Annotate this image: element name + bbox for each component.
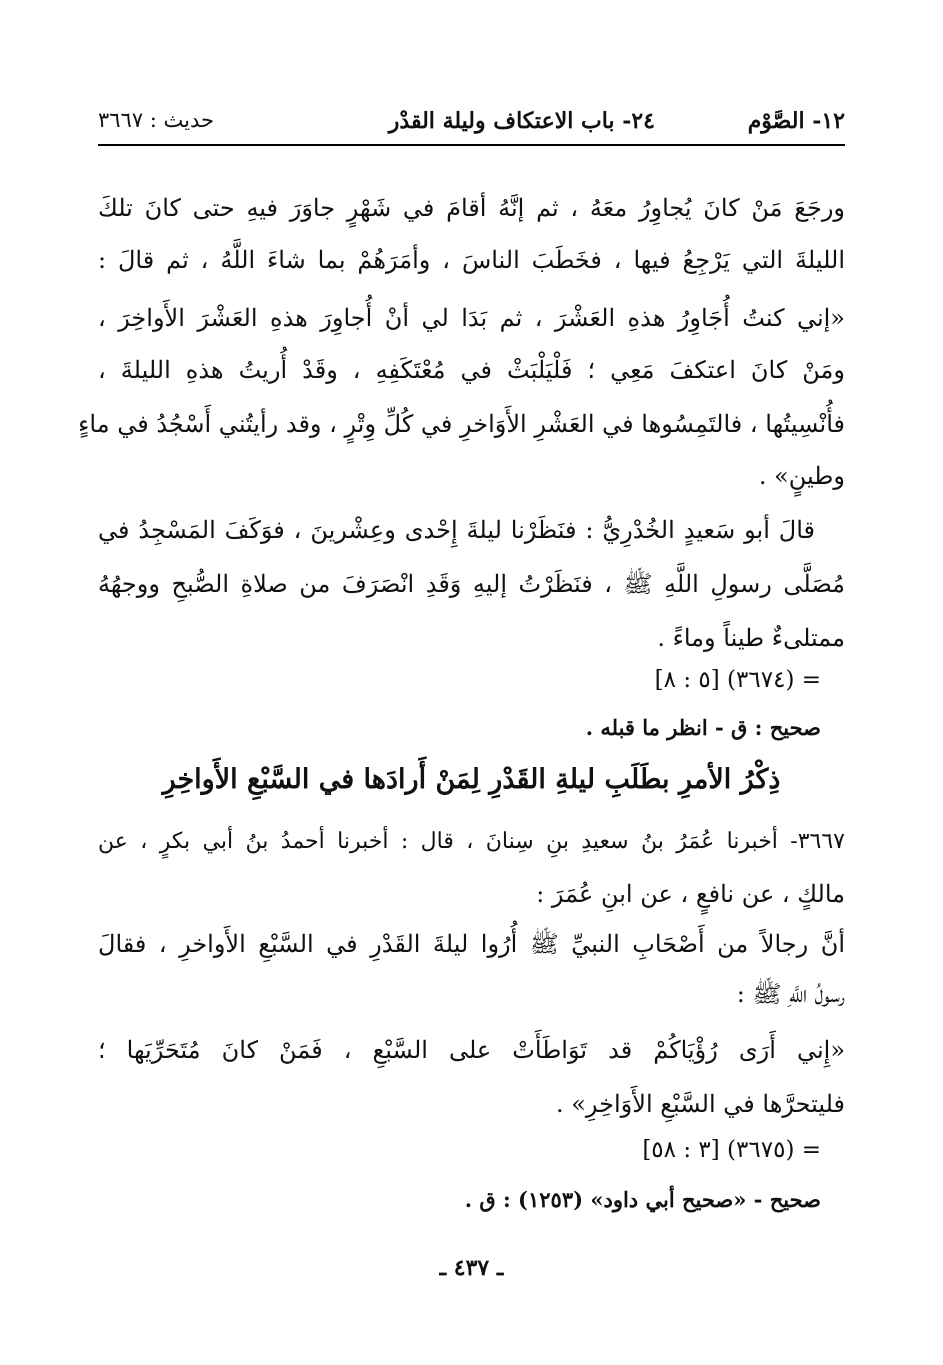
- header-hadith-number: حديث : ٣٦٦٧: [98, 108, 215, 132]
- cross-reference: = (٣٦٧٤) [٥ : ٨]: [654, 667, 821, 693]
- text-line: قالَ أبو سَعيدٍ الخُدْرِيُّ : فنَظَرْنا ليلةَ إِحْدى وعِشْرينَ ، فوَكَفَ المَسْجِدُ في: [98, 516, 815, 544]
- text-line: فليتحرَّها في السَّبْعِ الأَوَاخِرِ» .: [555, 1090, 845, 1118]
- text-line: الليلةَ التي يَرْجِعُ فيها ، فخَطَبَ الناسَ ، وأمَرَهُمْ بما شاءَ اللَّهُ ، ثم قالَ :: [98, 246, 845, 274]
- text-line: مُصَلَّى رسولِ اللَّهِ ﷺ ، فنَظَرْتُ إليهِ وَقَدِ انْصَرَفَ من صلاةِ الصُّبحِ ووجهُهُ: [98, 570, 845, 598]
- isnad-line: ٣٦٦٧- أخبرنا عُمَرُ بنُ سعيدِ بنِ سِنانَ ، قال : أخبرنا أحمدُ بنُ أبي بكرٍ ، عن: [98, 829, 845, 854]
- grading-note: صحيح - «صحيح أبي داود» (١٢٥٣) : ق .: [464, 1187, 821, 1212]
- text-line: «إِني أَرَى رُؤْيَاكُمْ قد تَوَاطَأَتْ على السَّبْعِ ، فَمَنْ كانَ مُتَحَرِّيَها ؛: [98, 1036, 845, 1064]
- page-number: ـ ٤٣٧ ـ: [439, 1255, 504, 1281]
- text-line: وطينٍ» .: [758, 462, 845, 490]
- text-line: ومَنْ كانَ اعتكفَ مَعِي ؛ فَلْيَلْبَثْ في مُعْتَكَفِهِ ، وقَدْ أُريتُ هذهِ الليلةَ ،: [98, 356, 845, 384]
- text-line: ورجَعَ مَنْ كانَ يُجاوِرُ معَهُ ، ثم إنَّهُ أقامَ في شَهْرٍ جاوَرَ فيهِ حتى كانَ تلكَ: [98, 194, 845, 222]
- text-line: فأُنْسِيتُها ، فالتَمِسُوها في العَشْرِ الأَوَاخرِ في كُلِّ وِتْرٍ ، وقد رأيتُني أَسْجُدُ في ماءٍ: [78, 410, 845, 438]
- text-line: أنَّ رجالاً من أَصْحَابِ النبيِّ ﷺ أُرُوا ليلةَ القَدْرِ في السَّبْعِ الأَواخرِ ، فقالَ: [98, 930, 845, 958]
- text-line: رسولُ اللَّهِ ﷺ :: [736, 980, 845, 1008]
- text-line: ممتلىءٌ طيناً وماءً .: [657, 624, 845, 652]
- running-header: [98, 104, 845, 146]
- text-line: «إني كنتُ أُجَاوِرُ هذهِ العَشْرَ ، ثم بَدَا لي أنْ أُجاوِرَ هذهِ العَشْرَ الأَواخِرَ ،: [98, 304, 845, 332]
- header-chapter-title: ٢٤- باب الاعتكاف وليلة القدْر: [388, 108, 655, 134]
- section-heading: ذِكْرُ الأمرِ بطَلَبِ ليلةِ القَدْرِ لِمَنْ أَرادَها في السَّبْعِ الأَواخِرِ: [162, 764, 781, 795]
- isnad-line: مالكٍ ، عن نافعٍ ، عن ابنِ عُمَرَ :: [536, 880, 845, 908]
- header-book-title: ١٢- الصَّوْم: [747, 108, 845, 134]
- grading-note: صحيح : ق - انظر ما قبله .: [585, 715, 821, 740]
- cross-reference: = (٣٦٧٥) [٣ : ٥٨]: [642, 1137, 821, 1163]
